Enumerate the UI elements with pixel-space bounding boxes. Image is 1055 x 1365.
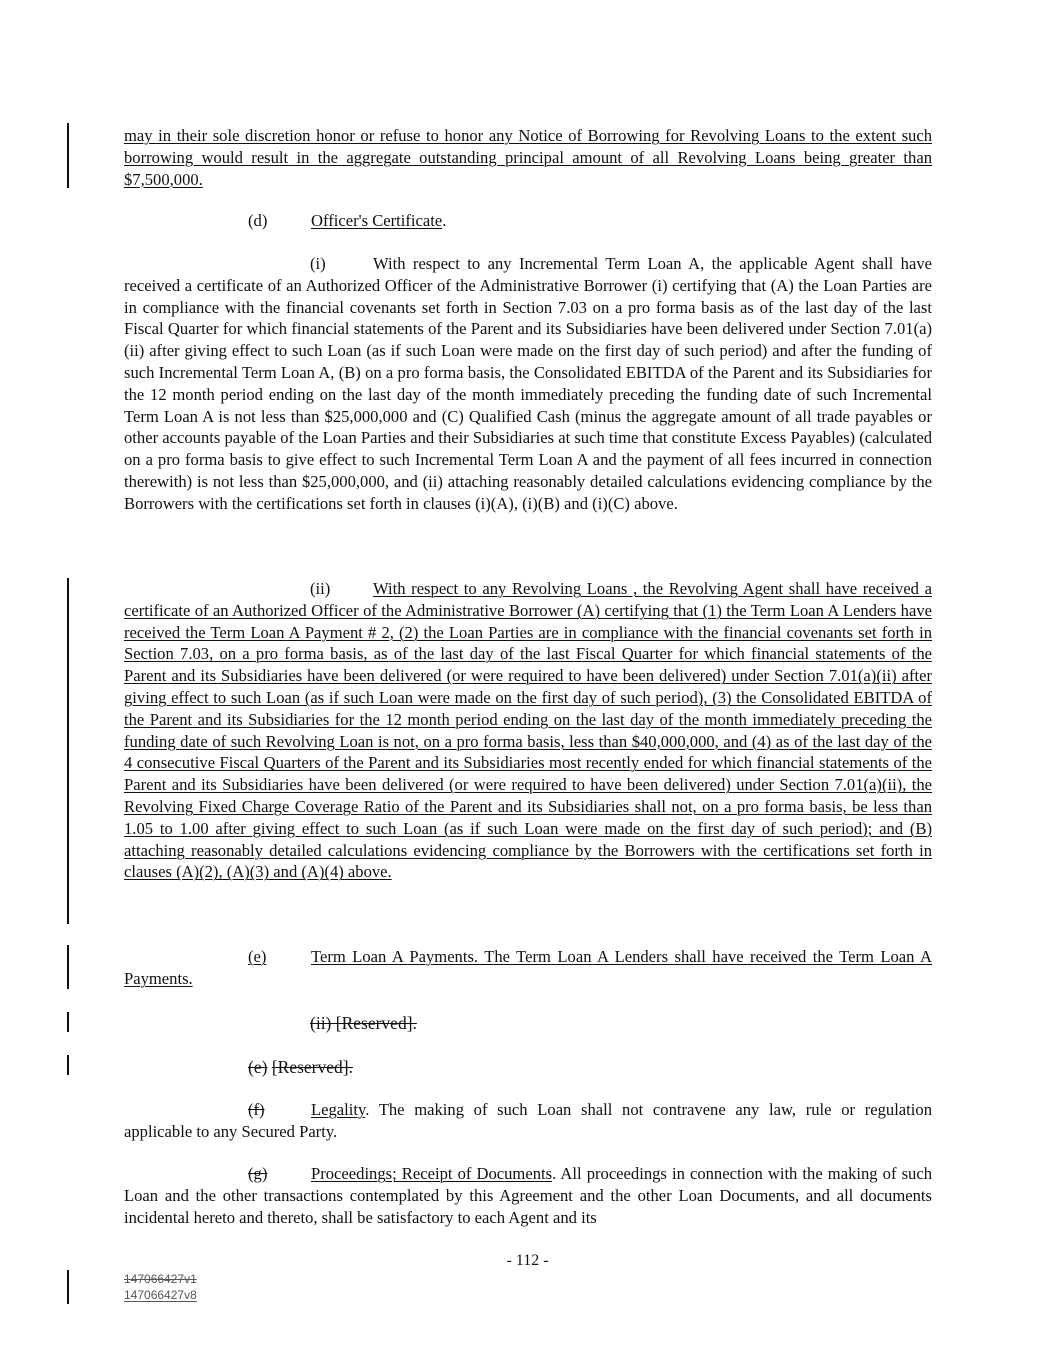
change-bar bbox=[67, 1012, 69, 1032]
old-doc-id: 147066427v1 bbox=[124, 1272, 197, 1286]
section-d-ii-text: With respect to any Revolving Loans , the Revolving Agent shall have received a certificate of an Authorized Officer of the Administrative Borrower (A) certifying that (1) the Term Loan A Lenders have received the Term Loan A Payment # 2, (2) the Loan Parties are in compliance with the financial covenants set forth in Section 7.03, on a pro forma basis, as of the last day of the last Fiscal Quarter for which financial statements of the Parent and its Subsidiaries have been delivered (or were required to have been delivered) under Section 7.01(a)(ii) after giving effect to such Loan (as if such Loan were made on the first day of such period), (3) the Consolidated EBITDA of the Parent and its Subsidiaries for the 12 month period ending on the last day of the month immediately preceding the funding date of such Revolving Loan is not, on a pro forma basis, less than $40,000,000, and (4) as of the last day of the 4 consecutive Fiscal Quarters of the Parent and its Subsidiaries most recently ended for which financial statements of the Parent and its Subsidiaries have been delivered (or were required to have been delivered) under Section 7.01(a)(ii), the Revolving Fixed Charge Coverage Ratio of the Parent and its Subsidiaries shall not, on a pro forma basis, be less than 1.05 to 1.00 after giving effect to such Loan (as if such Loan were made on the first day of such period); and (B) attaching reasonably detailed calculations evidencing compliance by the Borrowers with the certifications set forth in clauses (A)(2), (A)(3) and (A)(4) above. bbox=[124, 579, 932, 882]
change-bar bbox=[67, 1055, 69, 1075]
section-f-paragraph bbox=[124, 1099, 932, 1143]
change-bar bbox=[67, 578, 69, 924]
section-d-heading bbox=[248, 210, 446, 232]
intro-text: may in their sole discretion honor or refuse to honor any Notice of Borrowing for Revolving Loans to the extent such borrowing would result in the aggregate outstanding principal amount of all Revolving Loans being greater than $7,500,000. bbox=[124, 126, 932, 189]
deleted-ii-reserved bbox=[310, 1012, 417, 1034]
change-bar bbox=[67, 1270, 69, 1304]
change-bar bbox=[67, 945, 69, 989]
section-d-period: . bbox=[442, 211, 447, 230]
section-g-text: . All proceedings in connection with the making of such Loan and the other transactions contemplated by this Agreement and the other Loan Documents, and all documents incidental hereto and thereto, shall be satisfactory to each Agent and its bbox=[124, 1164, 932, 1227]
section-f-text: . The making of such Loan shall not contravene any law, rule or regulation applicable to any Secured Party. bbox=[124, 1100, 932, 1141]
section-d-ii-paragraph bbox=[124, 578, 932, 883]
deleted-e-reserved bbox=[248, 1056, 353, 1078]
section-d-i-label: (i) bbox=[310, 254, 326, 273]
deleted-e-label: (e) bbox=[248, 1057, 268, 1077]
section-g-paragraph bbox=[124, 1163, 932, 1228]
change-bar bbox=[67, 123, 69, 188]
deleted-e-period: . bbox=[348, 1057, 353, 1077]
section-f-old-label: (f) bbox=[248, 1100, 265, 1119]
section-e-paragraph bbox=[124, 946, 932, 990]
page-number: - 112 - bbox=[506, 1252, 549, 1269]
section-d-i-paragraph bbox=[124, 253, 932, 515]
section-d-title: Officer's Certificate bbox=[311, 211, 443, 230]
section-d-ii-label: (ii) bbox=[310, 579, 331, 598]
deleted-ii-text: (ii) [Reserved] bbox=[310, 1013, 413, 1033]
intro-paragraph bbox=[124, 125, 932, 190]
section-d-i-text: With respect to any Incremental Term Loan A, the applicable Agent shall have received a certificate of an Authorized Officer of the Administrative Borrower (i) certifying that (A) the Loan Parties are in compliance with the financial covenants set forth in Section 7.03 on a pro forma basis as of the last day of the last Fiscal Quarter for which financial statements of the Parent and its Subsidiaries have been delivered under Section 7.01(a)(ii) after giving effect to such Loan (as if such Loan were made on the first day of such period) and after the funding of such Incremental Term Loan A, (B) on a pro forma basis, the Consolidated EBITDA of the Parent and its Subsidiaries for the 12 month period ending on the last day of the month immediately preceding the funding date of such Incremental Term Loan A is not less than $25,000,000 and (C) Qualified Cash (minus the aggregate amount of all trade payables or other accounts payable of the Loan Parties and their Subsidiaries at such time that constitute Excess Payables) (calculated on a pro forma basis to give effect to such Incremental Term Loan A and the payment of all fees incurred in connection therewith) is not less than $25,000,000, and (ii) attaching reasonably detailed calculations evidencing compliance by the Borrowers with the certifications set forth in clauses (i)(A), (i)(B) and (i)(C) above. bbox=[124, 254, 932, 513]
section-f-title: Legality bbox=[311, 1100, 366, 1119]
deleted-e-text: [Reserved] bbox=[271, 1057, 349, 1077]
deleted-ii-period: . bbox=[412, 1013, 417, 1033]
section-e-label: (e) bbox=[248, 947, 267, 966]
section-g-title: Proceedings; Receipt of Documents bbox=[311, 1164, 553, 1183]
section-e-text: Term Loan A Payments. The Term Loan A Lenders shall have received the Term Loan A Payments. bbox=[124, 947, 932, 988]
section-d-label: (d) bbox=[248, 211, 268, 230]
section-g-old-label: (g) bbox=[248, 1164, 268, 1183]
new-doc-id: 147066427v8 bbox=[124, 1288, 197, 1302]
